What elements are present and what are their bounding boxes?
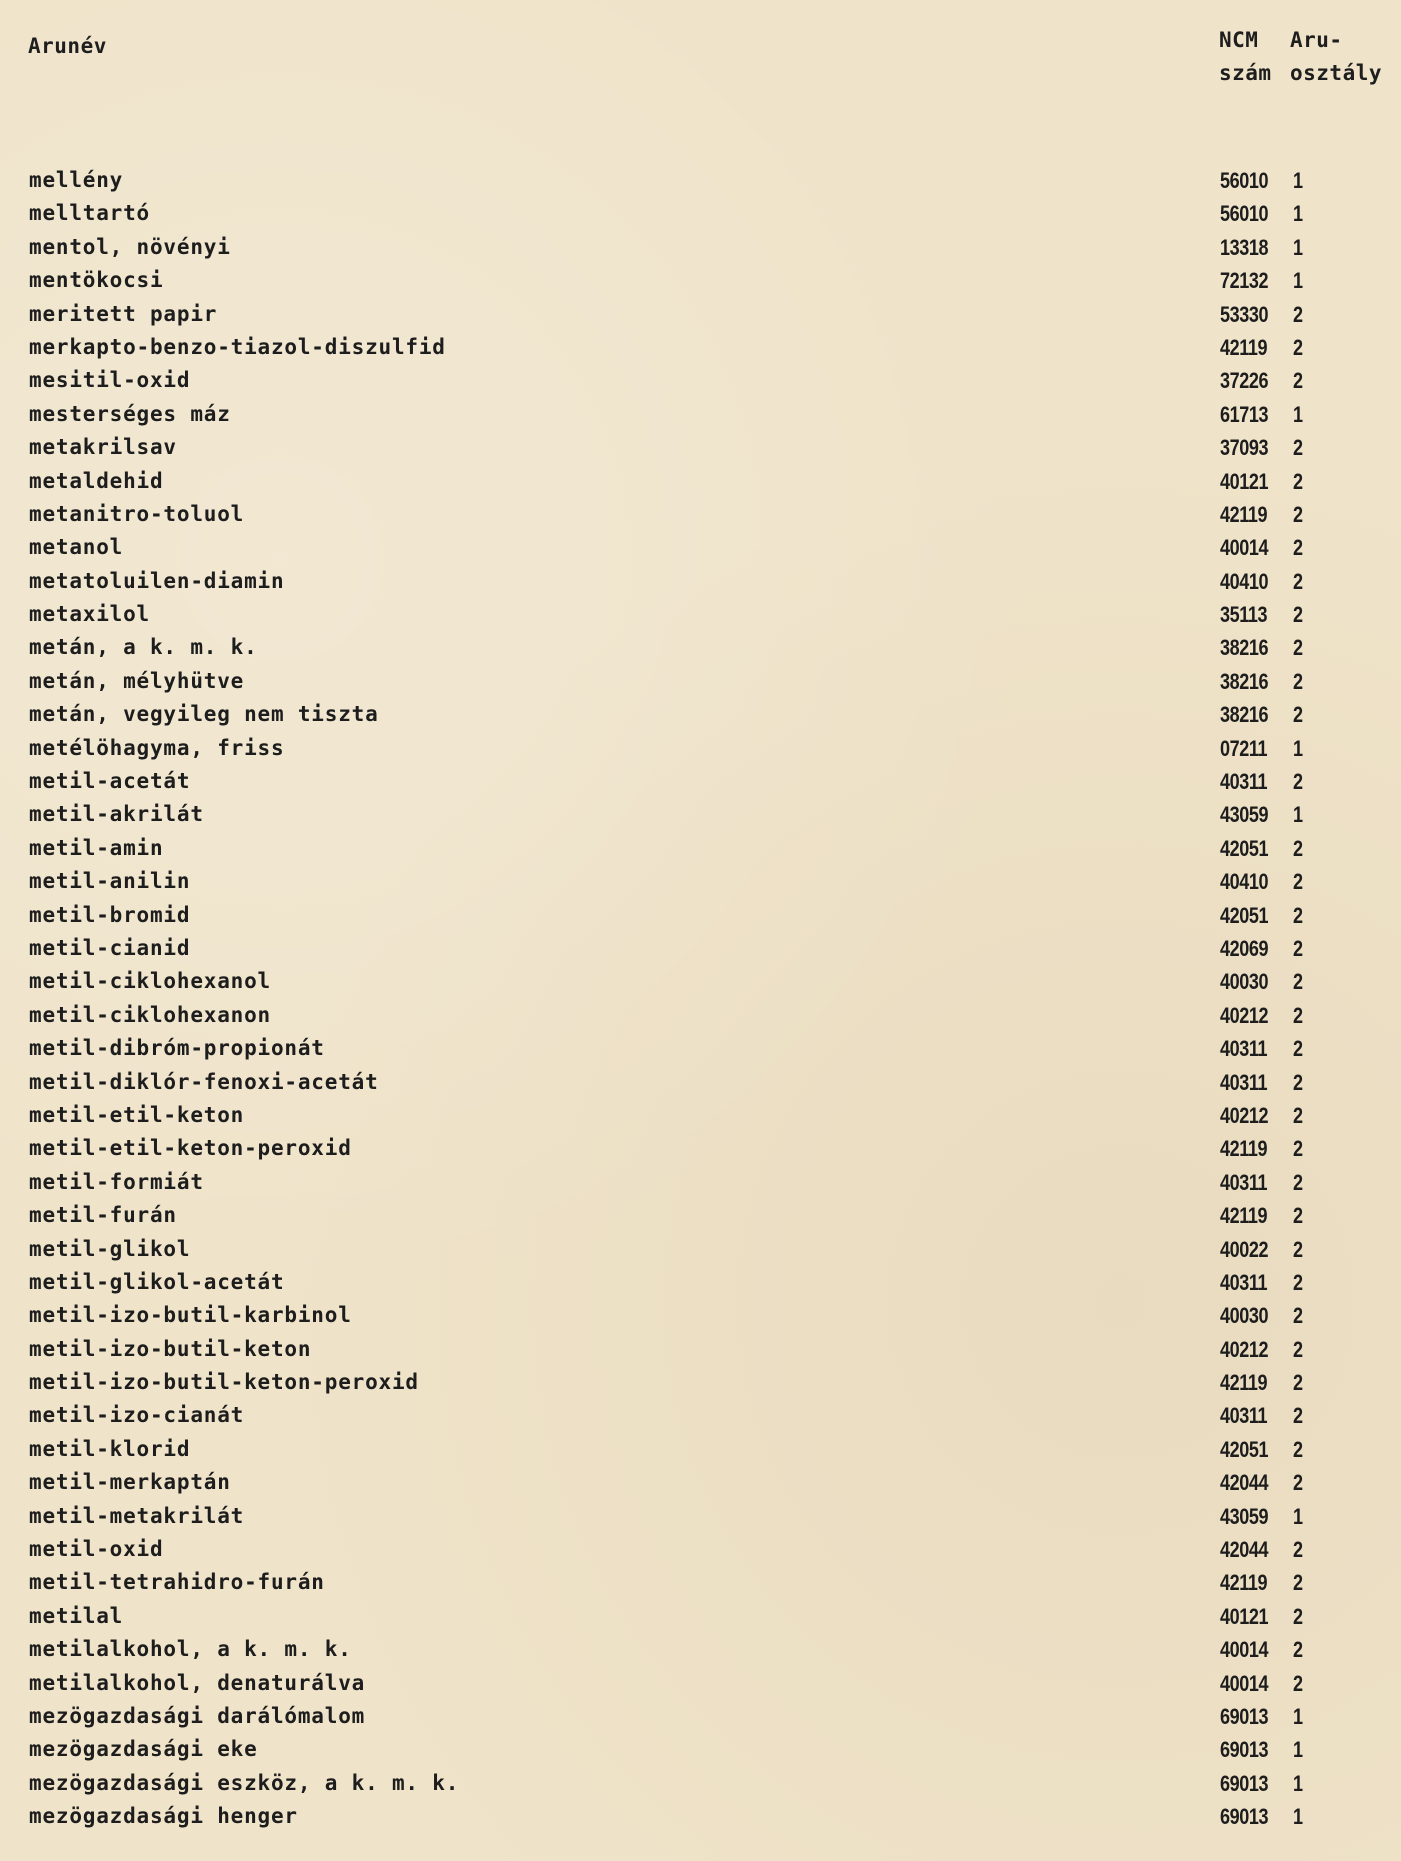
- ncm-code: 40014: [1220, 535, 1269, 561]
- ncm-code: 40311: [1220, 1069, 1268, 1095]
- product-class: 1: [1293, 401, 1304, 427]
- product-class: 2: [1293, 1102, 1304, 1128]
- ncm-code: 42044: [1220, 1470, 1269, 1496]
- list-item: [0, 732, 1401, 765]
- column-header-ncm-line2: szám: [1219, 61, 1272, 85]
- ncm-code: 40311: [1220, 1036, 1268, 1062]
- list-item: [0, 1099, 1401, 1132]
- product-class: 2: [1293, 1236, 1304, 1262]
- ncm-code: 40212: [1220, 1002, 1269, 1028]
- product-class: 2: [1293, 301, 1304, 327]
- product-class: 2: [1293, 1069, 1304, 1095]
- product-name: metilalkohol, a k. m. k.: [29, 1637, 352, 1662]
- list-item: [0, 331, 1401, 364]
- list-item: [0, 1800, 1401, 1833]
- ncm-code: 42051: [1220, 902, 1269, 928]
- list-item: [0, 932, 1401, 965]
- product-class: 2: [1293, 1370, 1304, 1396]
- product-class: 2: [1293, 1537, 1304, 1563]
- product-class: 2: [1293, 1603, 1304, 1629]
- list-item: [0, 1266, 1401, 1299]
- product-class: 2: [1293, 969, 1304, 995]
- list-item: [0, 631, 1401, 664]
- list-item: [0, 1433, 1401, 1466]
- ncm-code: 37226: [1220, 368, 1269, 394]
- list-item: [0, 1667, 1401, 1700]
- product-name: metán, vegyileg nem tiszta: [29, 702, 379, 727]
- product-name: metil-diklór-fenoxi-acetát: [29, 1069, 379, 1094]
- list-item: [0, 1132, 1401, 1165]
- column-header-name: [28, 30, 107, 63]
- column-header-class: [1290, 24, 1382, 90]
- list-item: [0, 1032, 1401, 1065]
- ncm-code: 56010: [1220, 168, 1269, 193]
- ncm-code: 40311: [1220, 1403, 1268, 1429]
- product-class: 2: [1293, 1169, 1304, 1195]
- column-header-name-label: Arunév: [28, 34, 107, 58]
- ncm-code: 42119: [1220, 1370, 1268, 1396]
- product-class: 2: [1293, 635, 1304, 661]
- ncm-code: 53330: [1220, 301, 1269, 327]
- ncm-code: 40410: [1220, 568, 1269, 594]
- product-name: metaxilol: [29, 602, 150, 627]
- ncm-code: 40030: [1220, 969, 1269, 995]
- ncm-code: 69013: [1220, 1804, 1269, 1830]
- list-item: [0, 364, 1401, 397]
- product-name: metil-glikol: [29, 1236, 191, 1261]
- product-name: metil-furán: [29, 1203, 177, 1228]
- list-item: [0, 865, 1401, 898]
- list-item: [0, 565, 1401, 598]
- list-item: [0, 1633, 1401, 1666]
- list-item: [0, 1399, 1401, 1432]
- list-item: [0, 965, 1401, 998]
- product-name: mezögazdasági henger: [29, 1804, 298, 1829]
- product-class: 2: [1293, 1136, 1304, 1162]
- list-item: [0, 1500, 1401, 1533]
- product-name: metil-klorid: [29, 1436, 191, 1461]
- ncm-code: 37093: [1220, 435, 1269, 461]
- list-item: [0, 1333, 1401, 1366]
- product-class: 1: [1293, 234, 1304, 260]
- ncm-code: 40311: [1220, 769, 1268, 795]
- product-name: metilal: [29, 1603, 124, 1628]
- ncm-code: 40014: [1220, 1637, 1269, 1663]
- list-item: [0, 164, 1401, 197]
- ncm-code: 42119: [1220, 1136, 1268, 1162]
- list-item: [0, 1233, 1401, 1266]
- ncm-code: 35113: [1220, 602, 1268, 628]
- ncm-code: 43059: [1220, 1503, 1269, 1529]
- ncm-code: 38216: [1220, 668, 1269, 694]
- product-name: metil-tetrahidro-furán: [29, 1570, 325, 1595]
- ncm-code: 56010: [1220, 201, 1269, 227]
- list-item: [0, 1767, 1401, 1800]
- list-item: [0, 197, 1401, 230]
- ncm-code: 42119: [1220, 334, 1268, 360]
- product-name: metakrilsav: [29, 435, 177, 460]
- column-header-ncm: [1219, 24, 1272, 90]
- product-name: metil-etil-keton-peroxid: [29, 1136, 352, 1161]
- list-item: [0, 1366, 1401, 1399]
- product-class: 2: [1293, 1303, 1304, 1329]
- product-class: 2: [1293, 668, 1304, 694]
- list-item: [0, 431, 1401, 464]
- product-name: melltartó: [29, 201, 150, 226]
- product-class: 2: [1293, 1336, 1304, 1362]
- product-name: mezögazdasági darálómalom: [29, 1703, 366, 1728]
- column-header-class-line1: Aru-: [1290, 28, 1343, 52]
- ncm-code: 43059: [1220, 802, 1269, 828]
- product-name: metil-izo-butil-keton-peroxid: [29, 1370, 419, 1395]
- product-name: metil-ciklohexanon: [29, 1002, 271, 1027]
- product-name: metil-izo-butil-karbinol: [29, 1303, 352, 1328]
- product-name: metán, mélyhütve: [29, 668, 245, 693]
- ncm-code: 42044: [1220, 1537, 1269, 1563]
- ncm-code: 40212: [1220, 1336, 1269, 1362]
- product-name: metil-ciklohexanol: [29, 969, 271, 994]
- product-name: metanol: [29, 535, 124, 560]
- product-name: metatoluilen-diamin: [29, 568, 285, 593]
- product-class: 1: [1293, 1804, 1304, 1830]
- product-class: 1: [1293, 1770, 1304, 1796]
- list-item: [0, 498, 1401, 531]
- list-item: [0, 798, 1401, 831]
- list-item: [0, 1566, 1401, 1599]
- list-item: [0, 1700, 1401, 1733]
- ncm-code: 40121: [1220, 1603, 1269, 1629]
- column-header-class-line2: osztály: [1290, 61, 1383, 85]
- product-class: 2: [1293, 1637, 1304, 1663]
- list-item: [0, 598, 1401, 631]
- ncm-code: 42119: [1220, 1203, 1268, 1229]
- product-class: 1: [1293, 1503, 1304, 1529]
- list-item: [0, 531, 1401, 564]
- product-name: metil-anilin: [29, 869, 191, 894]
- product-name: metán, a k. m. k.: [29, 635, 258, 660]
- product-class: 2: [1293, 1269, 1304, 1295]
- product-name: metaldehid: [29, 468, 164, 493]
- list-item: [0, 1533, 1401, 1566]
- product-class: 2: [1293, 769, 1304, 795]
- ncm-code: 61713: [1220, 401, 1269, 427]
- product-name: metil-cianid: [29, 935, 191, 960]
- product-name: metil-bromid: [29, 902, 191, 927]
- ncm-code: 38216: [1220, 635, 1269, 661]
- ncm-code: 07211: [1220, 735, 1268, 761]
- product-class: 2: [1293, 1002, 1304, 1028]
- product-class: 1: [1293, 1703, 1304, 1729]
- list-item: [0, 899, 1401, 932]
- ncm-code: 40014: [1220, 1670, 1269, 1696]
- list-item: [0, 1066, 1401, 1099]
- product-class: 2: [1293, 468, 1304, 494]
- product-name: metil-amin: [29, 835, 164, 860]
- product-name: merkapto-benzo-tiazol-diszulfid: [29, 334, 446, 359]
- product-class: 1: [1293, 201, 1304, 227]
- product-name: metil-metakrilát: [29, 1503, 245, 1528]
- product-class: 2: [1293, 535, 1304, 561]
- ncm-code: 40410: [1220, 869, 1269, 895]
- product-class: 2: [1293, 334, 1304, 360]
- product-name: metil-dibróm-propionát: [29, 1036, 325, 1061]
- product-name: metil-izo-butil-keton: [29, 1336, 312, 1361]
- product-class: 2: [1293, 702, 1304, 728]
- ncm-code: 40311: [1220, 1169, 1268, 1195]
- ncm-code: 72132: [1220, 268, 1269, 294]
- product-class: 1: [1293, 268, 1304, 294]
- list-item: [0, 298, 1401, 331]
- product-name: metélöhagyma, friss: [29, 735, 285, 760]
- list-item: [0, 1466, 1401, 1499]
- product-name: metil-formiát: [29, 1169, 204, 1194]
- product-name: meritett papir: [29, 301, 218, 326]
- list-item: [0, 398, 1401, 431]
- product-name: metil-etil-keton: [29, 1102, 245, 1127]
- ncm-code: 40311: [1220, 1269, 1268, 1295]
- list-item: [0, 765, 1401, 798]
- ncm-code: 42119: [1220, 501, 1268, 527]
- list-item: [0, 465, 1401, 498]
- product-name: mentol, növényi: [29, 234, 231, 259]
- ncm-code: 69013: [1220, 1770, 1269, 1796]
- list-item: [0, 231, 1401, 264]
- ncm-code: 69013: [1220, 1737, 1269, 1763]
- product-class: 2: [1293, 935, 1304, 961]
- list-item: [0, 264, 1401, 297]
- ncm-code: 42051: [1220, 1436, 1269, 1462]
- product-class: 1: [1293, 168, 1304, 193]
- product-class: 2: [1293, 1203, 1304, 1229]
- ncm-code: 42119: [1220, 1570, 1268, 1596]
- product-class: 1: [1293, 735, 1304, 761]
- product-class: 2: [1293, 1403, 1304, 1429]
- product-class: 2: [1293, 568, 1304, 594]
- ncm-code: 42069: [1220, 935, 1269, 961]
- product-name: metanitro-toluol: [29, 501, 245, 526]
- product-class: 2: [1293, 1670, 1304, 1696]
- product-list: [0, 164, 1401, 1834]
- product-name: mellény: [29, 168, 124, 192]
- product-name: metil-akrilát: [29, 802, 204, 827]
- list-item: [0, 1299, 1401, 1332]
- product-class: 2: [1293, 1470, 1304, 1496]
- ncm-code: 40022: [1220, 1236, 1269, 1262]
- ncm-code: 42051: [1220, 835, 1269, 861]
- product-class: 1: [1293, 802, 1304, 828]
- product-name: metil-glikol-acetát: [29, 1269, 285, 1294]
- ncm-code: 38216: [1220, 702, 1269, 728]
- product-name: metil-merkaptán: [29, 1470, 231, 1495]
- product-class: 2: [1293, 368, 1304, 394]
- product-name: mentökocsi: [29, 268, 164, 293]
- list-item: [0, 1199, 1401, 1232]
- product-name: mezögazdasági eke: [29, 1737, 258, 1762]
- list-item: [0, 665, 1401, 698]
- ncm-code: 40030: [1220, 1303, 1269, 1329]
- product-class: 2: [1293, 1436, 1304, 1462]
- ncm-code: 40212: [1220, 1102, 1269, 1128]
- product-name: mezögazdasági eszköz, a k. m. k.: [29, 1770, 460, 1795]
- ncm-code: 13318: [1220, 234, 1269, 260]
- product-class: 2: [1293, 902, 1304, 928]
- list-item: [0, 698, 1401, 731]
- product-class: 2: [1293, 602, 1304, 628]
- list-item: [0, 1733, 1401, 1766]
- product-class: 1: [1293, 1737, 1304, 1763]
- product-class: 2: [1293, 1570, 1304, 1596]
- product-class: 2: [1293, 501, 1304, 527]
- list-item: [0, 1600, 1401, 1633]
- ncm-code: 69013: [1220, 1703, 1269, 1729]
- product-class: 2: [1293, 435, 1304, 461]
- product-name: metilalkohol, denaturálva: [29, 1670, 366, 1695]
- product-name: metil-oxid: [29, 1537, 164, 1562]
- product-class: 2: [1293, 1036, 1304, 1062]
- ncm-code: 40121: [1220, 468, 1269, 494]
- column-header-ncm-line1: NCM: [1219, 28, 1259, 52]
- list-item: [0, 832, 1401, 865]
- product-name: metil-acetát: [29, 769, 191, 794]
- list-item: [0, 999, 1401, 1032]
- product-name: metil-izo-cianát: [29, 1403, 245, 1428]
- product-class: 2: [1293, 835, 1304, 861]
- product-name: mesterséges máz: [29, 401, 231, 426]
- list-item: [0, 1166, 1401, 1199]
- product-name: mesitil-oxid: [29, 368, 191, 393]
- product-class: 2: [1293, 869, 1304, 895]
